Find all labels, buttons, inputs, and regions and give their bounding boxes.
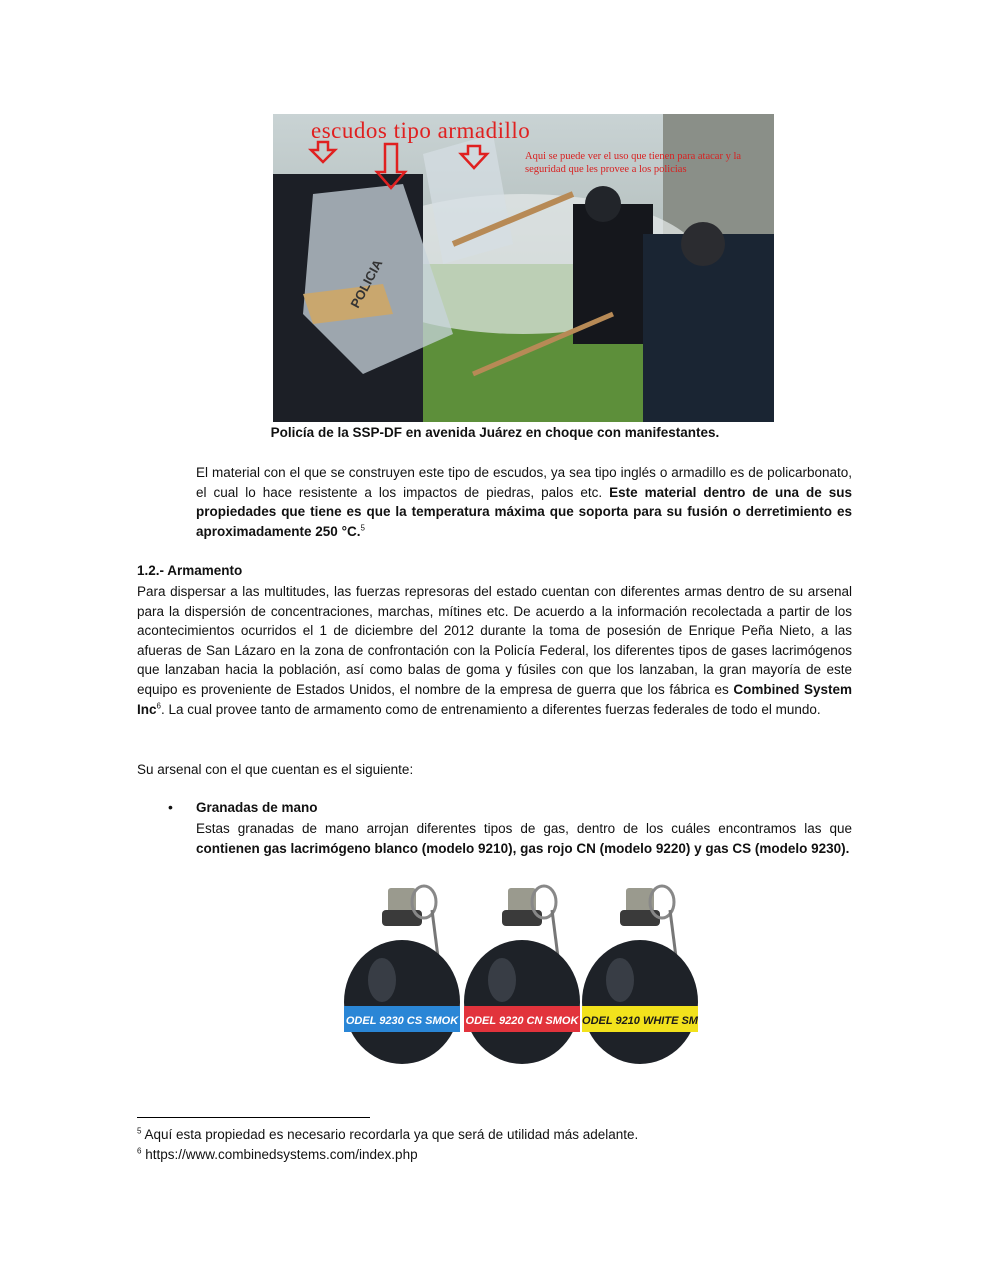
paragraph-arsenal-intro: Su arsenal con el que cuentan es el siguiente: xyxy=(137,762,414,777)
bullet-text: Estas granadas de mano arrojan diferentes tipos de gas, dentro de los cuáles encontramos las que xyxy=(196,821,852,836)
grenades-photo xyxy=(340,880,710,1070)
bullet-description xyxy=(196,819,852,858)
grenade-highlight xyxy=(488,958,516,1002)
footnote-link[interactable]: https://www.combinedsystems.com/index.php xyxy=(145,1147,418,1162)
paragraph-text: El material con el que se construyen este tipo de escudos, ya sea tipo inglés o armadillo es de policarbonato, el cual lo hace resistente a los impactos de piedras, palos etc. xyxy=(196,465,852,500)
grenade-highlight xyxy=(368,958,396,1002)
photo-title: escudos tipo armadillo xyxy=(311,118,531,143)
grenade-body xyxy=(344,940,460,1064)
grenades-graphic xyxy=(340,880,710,1070)
figure-caption: Policía de la SSP-DF en avenida Juárez en choque con manifestantes. xyxy=(270,425,720,440)
grenade-label: ODEL 9230 CS SMOK xyxy=(345,1015,459,1027)
footnote-number: 6 xyxy=(137,1146,142,1156)
footnote-number: 5 xyxy=(137,1126,142,1136)
grenade-body xyxy=(582,940,698,1064)
footnote-ref-6[interactable]: 6 xyxy=(156,701,161,711)
grenade-highlight xyxy=(606,958,634,1002)
paragraph-text-after: . La cual provee tanto de armamento como de entrenamiento a diferentes fuerzas federales de todo el mundo. xyxy=(160,701,821,717)
photo-note: Aqui se puede ver el uso que tienen para atacar y la seguridad que les provee a los policias xyxy=(525,151,742,175)
grenade-body xyxy=(464,940,580,1064)
grenade-3 xyxy=(582,886,699,1064)
footnote-text: Aquí esta propiedad es necesario recordarla ya que será de utilidad más adelante. xyxy=(144,1127,639,1142)
grenade-1 xyxy=(344,886,460,1064)
bullet-bold: contienen gas lacrimógeno blanco (modelo 9210), gas rojo CN (modelo 9220) y gas CS (modelo 9230). xyxy=(196,840,850,856)
protest-photo xyxy=(273,114,774,422)
shield-label: POLICIA xyxy=(347,256,386,311)
paragraph-shield-material xyxy=(196,463,852,541)
paragraph-bold: Combined System Inc xyxy=(137,681,853,717)
paragraph-bold: Este material dentro de una de sus propiedades que tiene es que la temperatura máxima que soporta para su fusión o derretimiento es aproximadamente 250 °C. xyxy=(196,484,852,539)
bullet-symbol: • xyxy=(168,799,173,815)
footnote-6 xyxy=(137,1145,418,1165)
paragraph-text: Para dispersar a las multitudes, las fuerzas represoras del estado cuentan con diferentes armas dentro de su arsenal para la dispersión de concentraciones, marchas, mítines etc. De acuerdo a la información recolectada a partir de los acontecimientos ocurridos el 1 de diciembre del 2012 durante la toma de posesión de Enrique Peña Nieto, a las afueras de San Lázaro en la zona de confrontación con la Policía Federal, los diferentes tipos de gases lacrimógenos que lanzaban hacia la población, así como balas de goma y fúsiles con que los lanzaban, la gran mayoría de este equipo es proveniente de Estados Unidos, el nombre de la empresa de guerra que los fábrica es xyxy=(137,584,852,697)
grenade-label: ODEL 9220 CN SMOK xyxy=(465,1015,579,1027)
footnote-divider xyxy=(137,1117,370,1118)
paragraph-armament xyxy=(137,582,852,719)
footnote-5 xyxy=(137,1125,638,1145)
bullet-title: Granadas de mano xyxy=(196,800,318,815)
footnote-ref-5[interactable]: 5 xyxy=(360,523,365,533)
grenade-label: ODEL 9210 WHITE SM xyxy=(582,1015,698,1027)
section-heading: 1.2.- Armamento xyxy=(137,563,243,578)
grenade-2 xyxy=(464,886,580,1064)
